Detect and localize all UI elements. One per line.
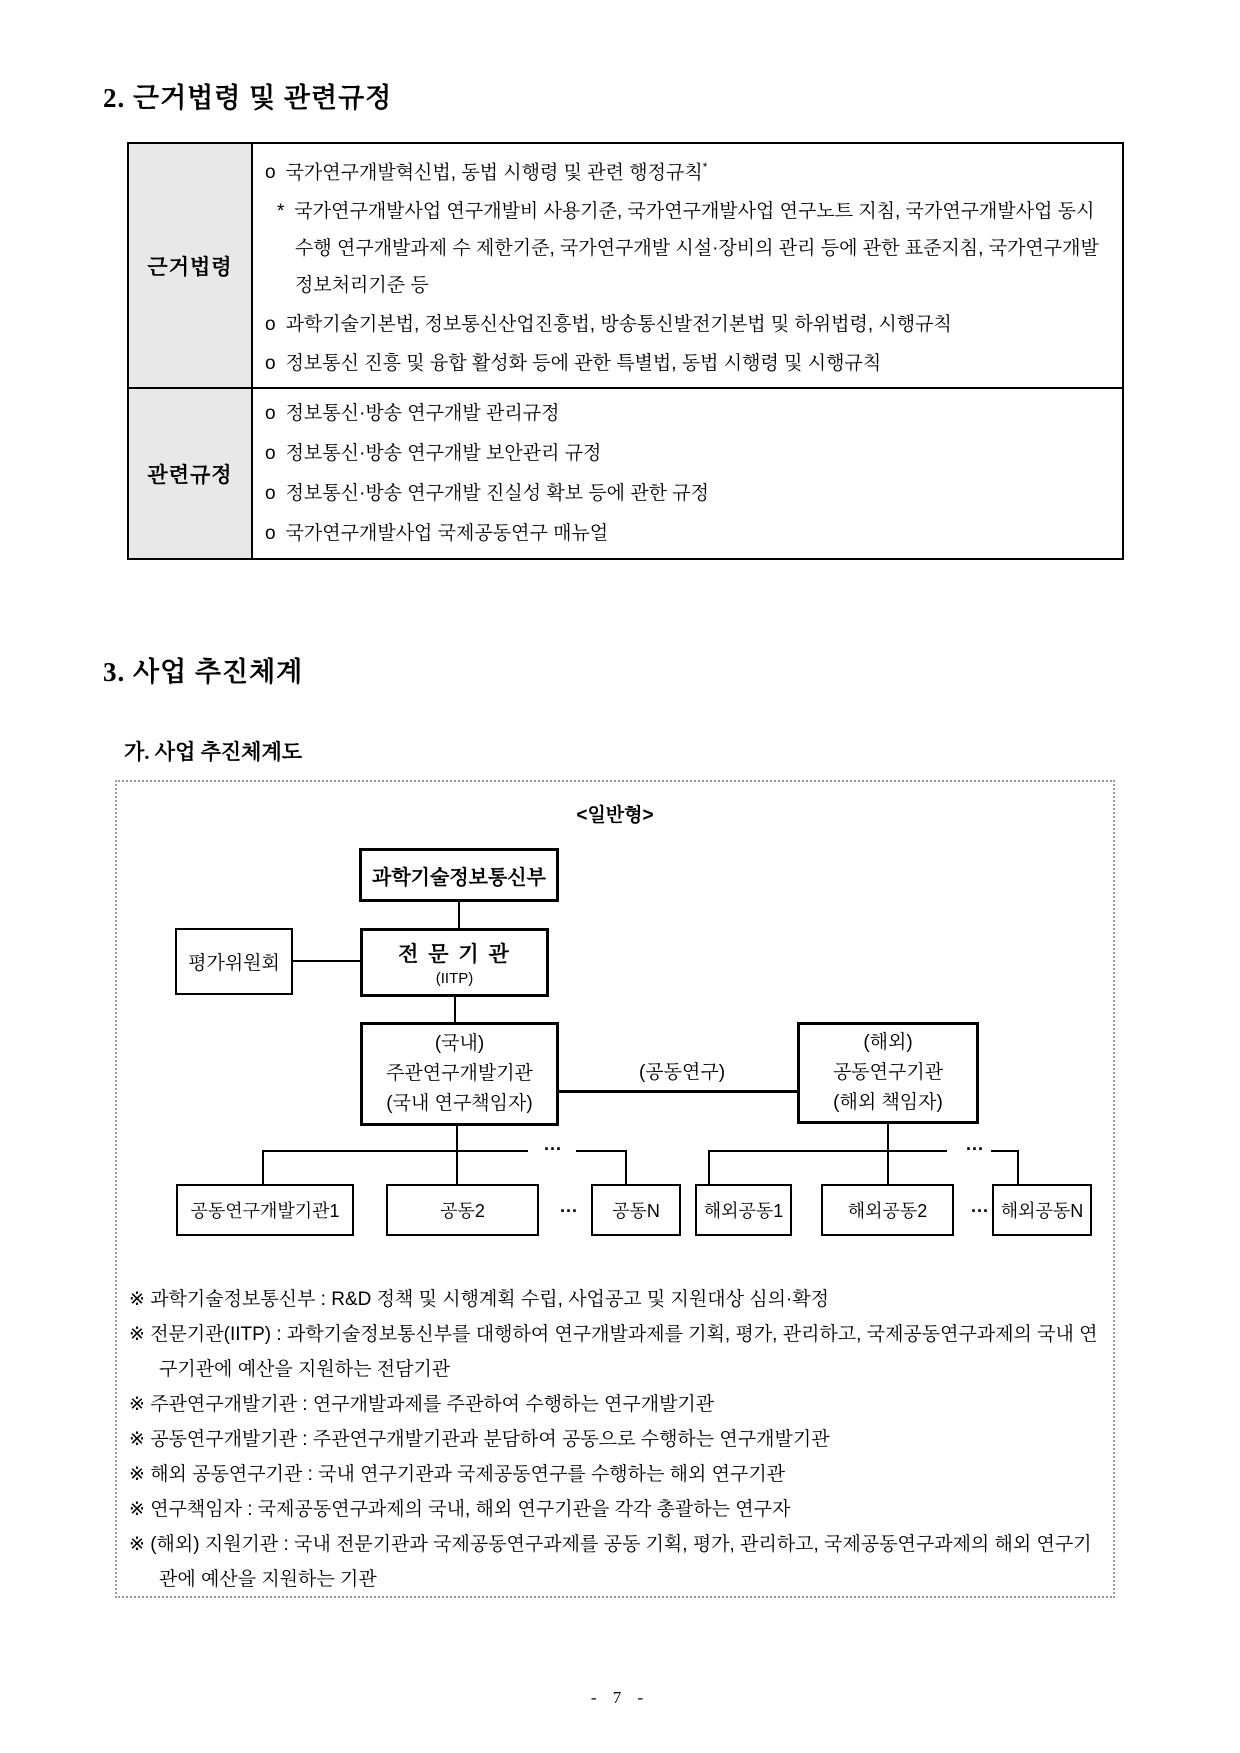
list-item (265, 345, 1110, 382)
list-item (265, 435, 1110, 472)
box-evaluation-committee: 평가위원회 (175, 928, 293, 995)
list-item (265, 149, 1110, 191)
box-overseas-joint-org (797, 1022, 979, 1124)
footnote: ※ 해외 공동연구기관 : 국내 연구기관과 국제공동연구를 수행하는 해외 연구기관 (129, 1464, 786, 1485)
agency-subname: (IITP) (435, 970, 474, 987)
footnote: ※ 전문기관(IITP) : 과학기술정보통신부를 대행하여 연구개발과제를 기획, 평가, 관리하고, 국제공동연구과제의 국내 연구기관에 예산을 지원하는 전담기관 (129, 1324, 1098, 1380)
list-item-text: 정보통신·방송 연구개발 관리규정 (285, 403, 560, 425)
footnote: ※ 과학기술정보통신부 : R&D 정책 및 시행계획 수립, 사업공고 및 지원대상 심의·확정 (129, 1289, 829, 1310)
list-item (265, 475, 1110, 512)
box-ministry: 과학기술정보통신부 (359, 848, 559, 902)
footnote: ※ 주관연구개발기관 : 연구개발과제를 주관하여 수행하는 연구개발기관 (129, 1394, 715, 1415)
ellipsis-overseas-line: ... (965, 1134, 984, 1154)
connector-host-joint2 (456, 1126, 458, 1184)
list-item-text: 국가연구개발사업 국제공동연구 매뉴얼 (285, 523, 609, 545)
host-org-line: 주관연구개발기관 (386, 1063, 533, 1084)
box-overseas-joint-n: 해외공동N (992, 1184, 1092, 1236)
section-structure-subheading: 가. 사업 추진체계도 (124, 740, 303, 764)
list-item (265, 306, 1110, 343)
footnote-asterisk: * (702, 160, 708, 174)
box-overseas-joint-1: 해외공동1 (695, 1184, 792, 1236)
overseas-org-line: (해외) (863, 1032, 913, 1053)
row-header-legal-basis: 근거법령 (129, 144, 253, 387)
ellipsis-overseas-boxes: ... (970, 1196, 989, 1216)
ellipsis-domestic-line: ... (543, 1134, 562, 1154)
connector-overseas-bus-b (991, 1150, 1019, 1152)
bullet-marker: o (265, 483, 276, 505)
list-item-text: 국가연구개발혁신법, 동법 시행령 및 관련 행정규칙 (285, 162, 703, 184)
box-overseas-joint-2: 해외공동2 (821, 1184, 954, 1236)
connector-drop-ov1 (708, 1150, 710, 1184)
connector-overseas-ov2 (887, 1124, 889, 1184)
bullet-marker: o (265, 443, 276, 465)
section-legal-heading: 2. 근거법령 및 관련규정 (103, 83, 393, 113)
bullet-marker: o (265, 403, 276, 425)
legal-basis-table (127, 142, 1124, 560)
bullet-marker: o (265, 523, 276, 545)
row-content-related-rules (253, 389, 1122, 558)
connector-drop-jointN (625, 1150, 627, 1184)
box-specialized-agency (360, 928, 549, 997)
table-row-legal-basis (129, 144, 1122, 387)
list-item (265, 395, 1110, 432)
footnote: ※ 연구책임자 : 국제공동연구과제의 국내, 해외 연구기관을 각각 총괄하는 연구자 (129, 1499, 791, 1520)
box-joint-org-n: 공동N (591, 1184, 681, 1236)
diagram-footnotes (129, 1282, 1105, 1597)
connector-overseas-bus-a (708, 1150, 947, 1152)
list-item-text: 과학기술기본법, 정보통신산업진흥법, 방송통신발전기본법 및 하위법령, 시행규칙 (285, 314, 952, 336)
footnote: ※ (해외) 지원기관 : 국내 전문기관과 국제공동연구과제를 공동 기획, 평가, 관리하고, 국제공동연구과제의 해외 연구기관에 예산을 지원하는 기관 (129, 1534, 1092, 1590)
list-item-text: 정보통신·방송 연구개발 진실성 확보 등에 관한 규정 (285, 483, 710, 505)
box-joint-org-2: 공동2 (386, 1184, 539, 1236)
diagram-type-label: <일반형> (576, 805, 654, 826)
row-content-legal-basis (253, 144, 1122, 387)
host-org-line: (국내 연구책임자) (386, 1093, 533, 1114)
ellipsis-domestic-boxes: ... (559, 1196, 578, 1216)
connector-ministry-agency (458, 902, 460, 928)
box-joint-org-1: 공동연구개발기관1 (176, 1184, 354, 1236)
list-item (265, 193, 1110, 304)
list-item (265, 515, 1110, 552)
host-org-line: (국내) (434, 1033, 485, 1054)
connector-domestic-bus-a (262, 1150, 528, 1152)
connector-drop-ovN (1017, 1150, 1019, 1184)
overseas-org-line: (해외 책임자) (833, 1092, 943, 1113)
table-row-related-rules (129, 387, 1122, 558)
connector-domestic-bus-b (576, 1150, 627, 1152)
connector-eval-agency (293, 960, 360, 962)
bullet-marker: o (265, 314, 276, 336)
connector-drop-joint1 (262, 1150, 264, 1184)
agency-name: 전 문 기 관 (398, 943, 511, 966)
row-header-related-rules: 관련규정 (129, 389, 253, 558)
list-item-text: 국가연구개발사업 연구개발비 사용기준, 국가연구개발사업 연구노트 지침, 국가연구개발사업 동시수행 연구개발과제 수 제한기준, 국가연구개발 시설·장비의 관리 등에 관한 표준지침, 국가연구개발정보처리기준 등 (294, 201, 1099, 297)
connector-host-overseas (559, 1090, 797, 1093)
footnote: ※ 공동연구개발기관 : 주관연구개발기관과 분담하여 공동으로 수행하는 연구개발기관 (129, 1429, 830, 1450)
joint-research-label: (공동연구) (638, 1062, 726, 1083)
list-item-text: 정보통신·방송 연구개발 보안관리 규정 (285, 443, 602, 465)
list-item-text: 정보통신 진흥 및 융합 활성화 등에 관한 특별법, 동법 시행령 및 시행규칙 (285, 353, 882, 375)
org-chart-frame (115, 780, 1115, 1598)
overseas-org-line: 공동연구기관 (832, 1062, 944, 1083)
section-structure-heading: 3. 사업 추진체계 (103, 657, 304, 687)
bullet-marker: o (265, 162, 276, 184)
asterisk-marker: * (277, 201, 285, 223)
page-number: - 7 - (590, 1688, 650, 1707)
box-host-rnd-org (360, 1022, 559, 1126)
bullet-marker: o (265, 353, 276, 375)
connector-agency-host (454, 997, 456, 1022)
